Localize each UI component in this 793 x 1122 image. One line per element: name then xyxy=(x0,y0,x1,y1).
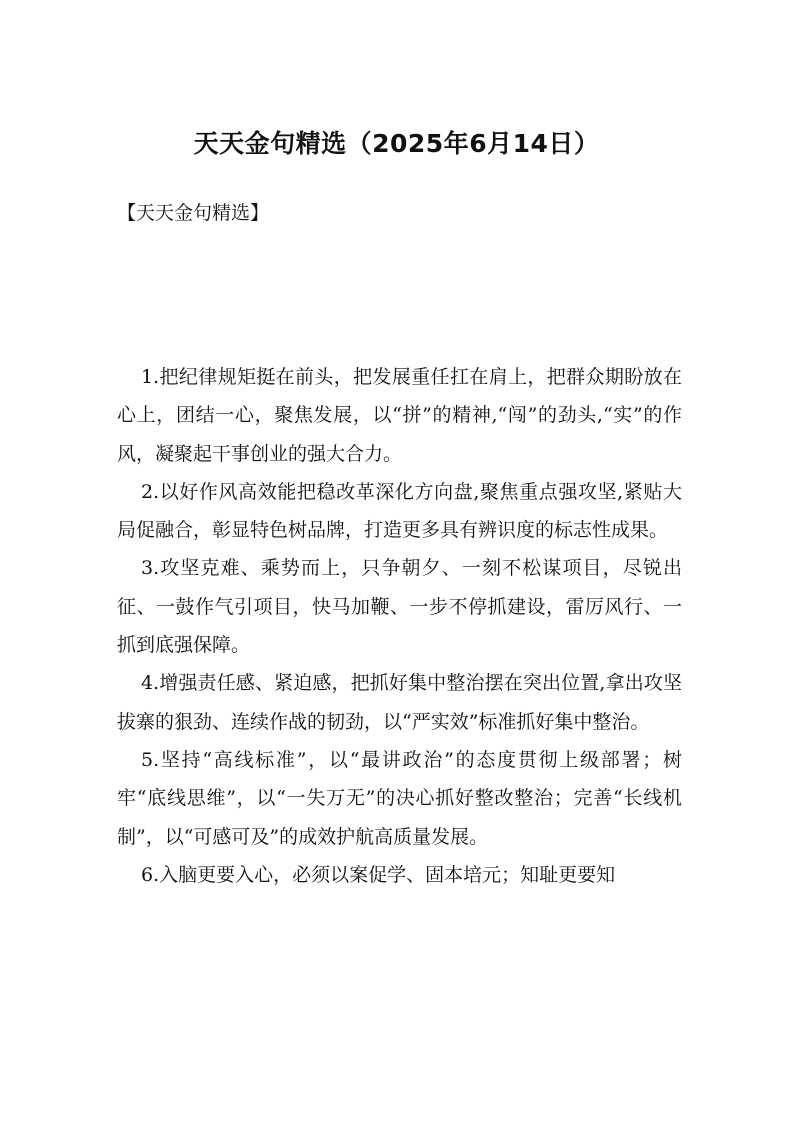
paragraph-1: 1.把纪律规矩挺在前头，把发展重任扛在肩上，把群众期盼放在心上，团结一心，聚焦发展，以“拼”的精神,“闯”的劲头,“实”的作风，凝聚起干事创业的强大合力。 xyxy=(117,366,682,465)
paragraph-3: 3.攻坚克难、乘势而上，只争朝夕、一刻不松谋项目，尽锐出征、一鼓作气引项目，快马加鞭、一步不停抓建设，雷厉风行、一抓到底强保障。 xyxy=(117,557,682,657)
paragraph-2: 2.以好作风高效能把稳改革深化方向盘,聚焦重点强攻坚,紧贴大局促融合，彰显特色树品牌，打造更多具有辨识度的标志性成果。 xyxy=(117,480,682,542)
document-title: 天天金句精选（2025年6月14日） xyxy=(193,129,600,158)
document-body xyxy=(117,358,682,894)
section-label: 【天天金句精选】 xyxy=(117,202,270,224)
paragraph-4: 4.增强责任感、紧迫感，把抓好集中整治摆在突出位置,拿出攻坚拔寨的狠劲、连续作战的韧劲，以“严实效”标准抓好集中整治。 xyxy=(117,672,682,733)
paragraph-5: 5.坚持“高线标准”，以“最讲政治”的态度贯彻上级部署；树牢“底线思维”，以“一失万无”的决心抓好整改整治；完善“长线机制”，以“可感可及”的成效护航高质量发展。 xyxy=(117,748,682,848)
paragraph-6: 6.入脑更要入心，必须以案促学、固本培元；知耻更要知 xyxy=(141,863,616,886)
